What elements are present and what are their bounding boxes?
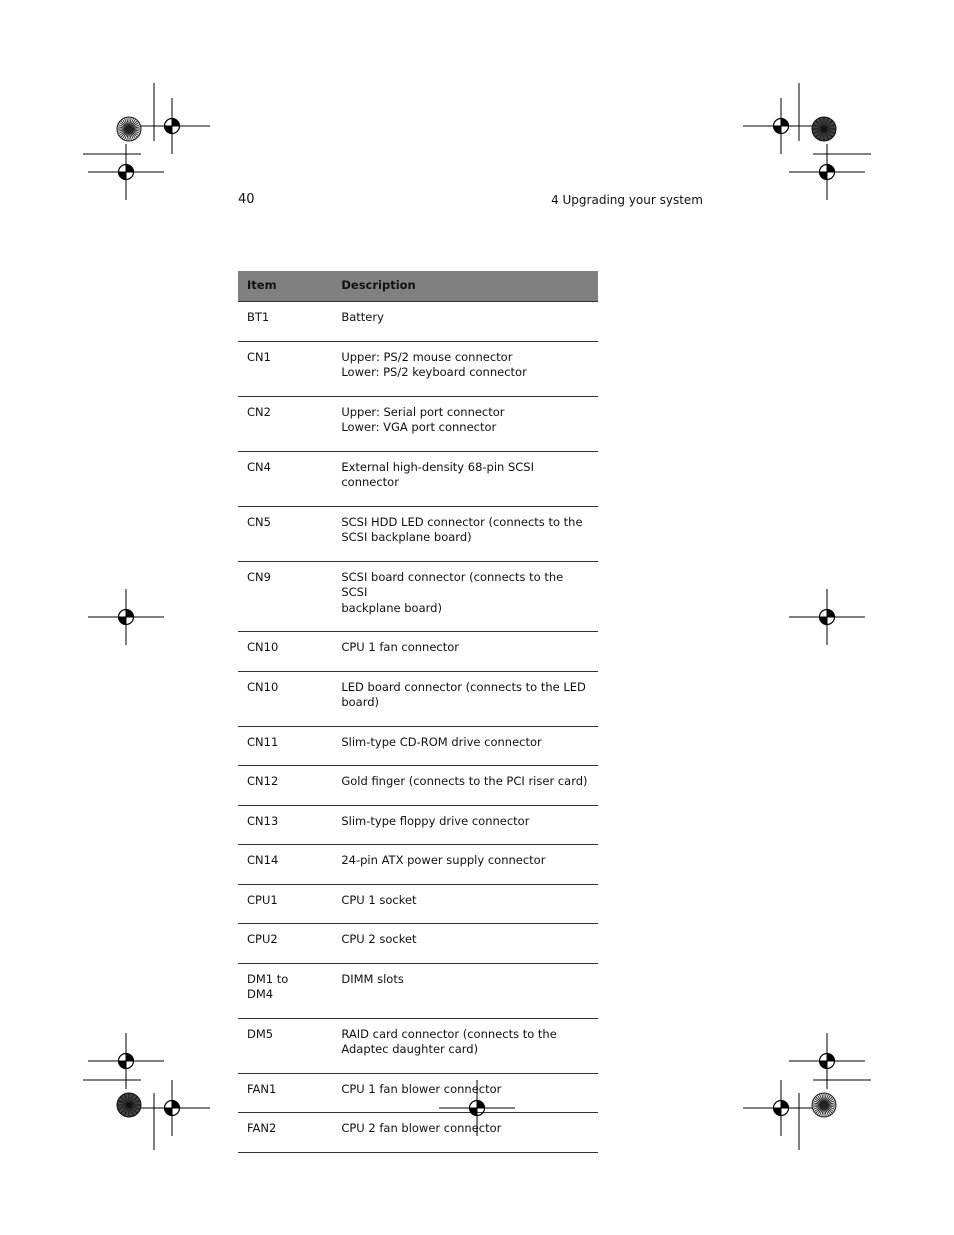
item-cell: BT1 [238,302,332,342]
description-cell: 24-pin ATX power supply connector [332,845,598,885]
description-cell: Battery [332,302,598,342]
crosshair-target-icon [789,144,865,200]
item-cell: CN13 [238,805,332,845]
page-number: 40 [238,192,255,207]
crosshair-target-icon [789,1033,865,1089]
item-cell: CN4 [238,451,332,506]
description-cell: Upper: Serial port connector Lower: VGA port connector [332,396,598,451]
description-cell: CPU 2 socket [332,924,598,964]
crosshair-target-icon [88,1033,164,1089]
starburst-icon [812,1093,836,1117]
chapter-title: 4 Upgrading your system [551,193,703,207]
description-cell: DIMM slots [332,963,598,1018]
column-header-description: Description [332,271,598,302]
crop-mark-lines [83,83,871,1150]
item-cell: CN9 [238,561,332,632]
description-cell: CPU 1 fan connector [332,632,598,672]
description-cell: Upper: PS/2 mouse connector Lower: PS/2 keyboard connector [332,341,598,396]
crosshair-target-icon [88,589,164,645]
item-cell: CN14 [238,845,332,885]
crosshair-target-icon [134,98,210,154]
item-cell: CN11 [238,726,332,766]
description-cell: LED board connector (connects to the LED board) [332,671,598,726]
item-cell: DM1 to DM4 [238,963,332,1018]
description-cell: RAID card connector (connects to the Adaptec daughter card) [332,1018,598,1073]
item-cell: CPU2 [238,924,332,964]
description-cell: CPU 2 fan blower connector [332,1113,598,1153]
description-cell: CPU 1 fan blower connector [332,1073,598,1113]
crosshair-target-icon [439,1080,515,1136]
crosshair-target-icon [743,1080,819,1136]
item-cell: DM5 [238,1018,332,1073]
description-cell: SCSI HDD LED connector (connects to the SCSI backplane board) [332,506,598,561]
description-cell: External high-density 68-pin SCSI connector [332,451,598,506]
crosshair-target-icon [789,589,865,645]
description-cell: CPU 1 socket [332,884,598,924]
description-cell: SCSI board connector (connects to the SCSI backplane board) [332,561,598,632]
item-cell: CN10 [238,632,332,672]
crosshair-target-icon [134,1080,210,1136]
item-cell: CN10 [238,671,332,726]
item-cell: FAN1 [238,1073,332,1113]
starburst-icon [117,1093,141,1117]
description-cell: Gold finger (connects to the PCI riser card) [332,766,598,806]
description-cell: Slim-type CD-ROM drive connector [332,726,598,766]
column-header-item: Item [238,271,332,302]
crosshair-target-icon [88,144,164,200]
description-cell: Slim-type floppy drive connector [332,805,598,845]
item-cell: CN5 [238,506,332,561]
starburst-icon [812,117,836,141]
starburst-icon [117,117,141,141]
item-cell: CN12 [238,766,332,806]
crosshair-target-icon [743,98,819,154]
item-cell: CN2 [238,396,332,451]
item-cell: FAN2 [238,1113,332,1153]
item-cell: CN1 [238,341,332,396]
item-cell: CPU1 [238,884,332,924]
